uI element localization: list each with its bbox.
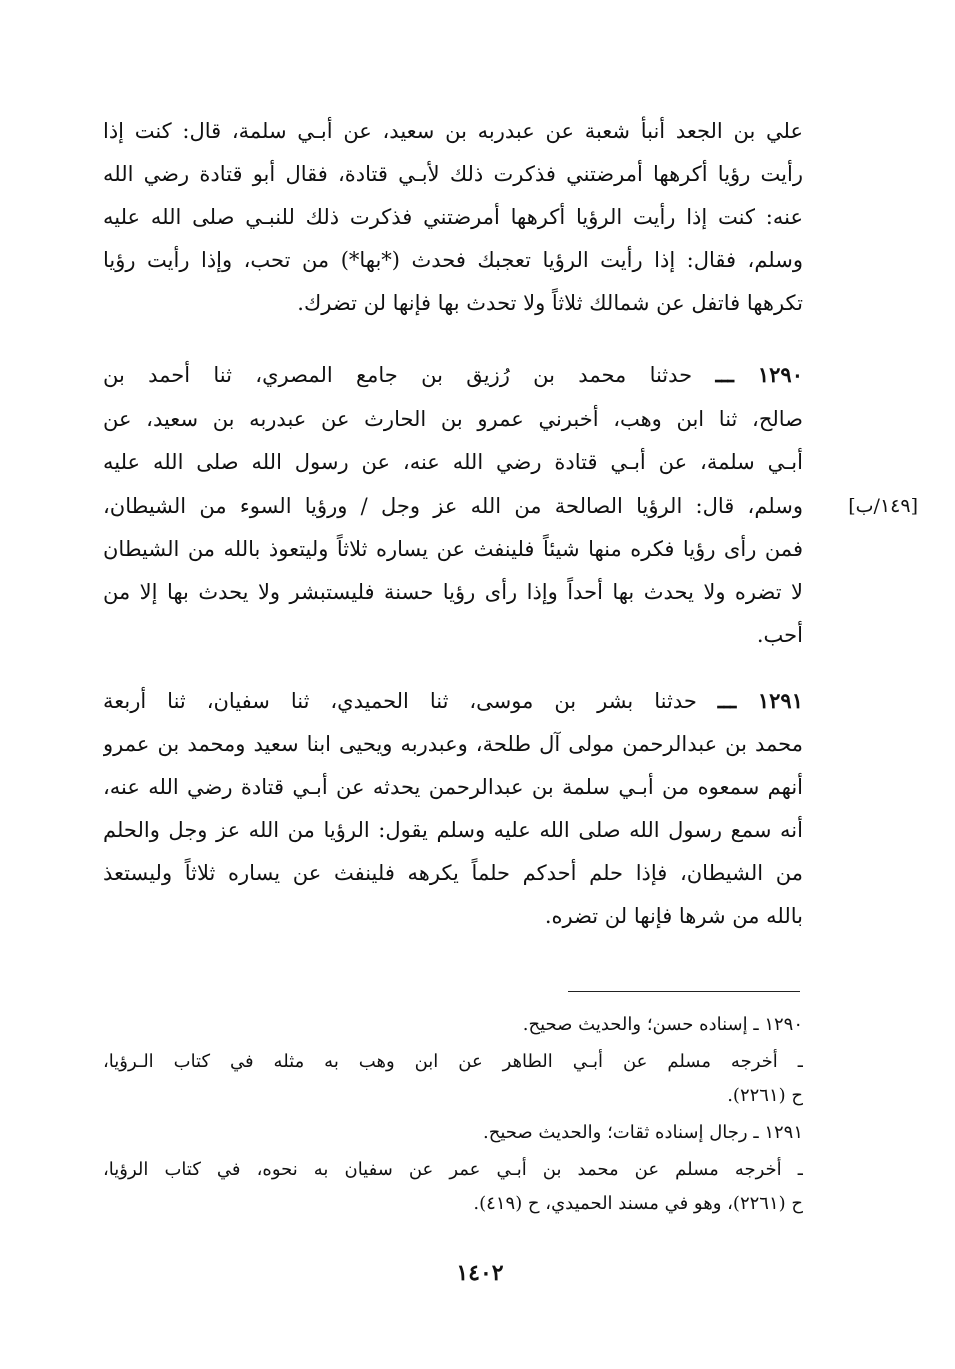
hadith-1290-first-line: [103, 360, 803, 390]
footnote-line: ١٢٩١ ـ رجال إسناده ثقات؛ والحديث صحيح.: [483, 1122, 803, 1143]
hadith-1290-line: فمن رأى رؤيا فكره منها شيئاً فلينفث عن يساره ثلاثاً وليتعوذ بالله من الشيطان: [103, 537, 803, 561]
hadith-1290-line: لا تضره ولا يحدث بها أحداً وإذا رأى رؤيا حسنة فليستبشر ولا يحدث بها إلا من: [103, 580, 803, 604]
footnote-line: ١٢٩٠ ـ إسناده حسن؛ والحديث صحيح.: [522, 1014, 803, 1035]
hadith-1291-number: ١٢٩١ ـــ: [717, 688, 803, 713]
paragraph-1-line: وسلم، فقال: إذا رأيت الرؤيا تعجبك فحدث (*بها*) من تحب، وإذا رأيت رؤيا: [103, 248, 803, 272]
hadith-1290-number: ١٢٩٠ ـــ: [715, 362, 803, 387]
paragraph-1-line: علي بن الجعد أنبأ شعبة عن عبدربه بن سعيد، عن أبـي سلمة، قال: كنت إذا: [103, 119, 803, 143]
hadith-1290-line: صالح، ثنا ابن وهب، أخبرني عمرو بن الحارث عن عبدربه بن سعيد، عن: [103, 407, 803, 431]
hadith-1291-line: من الشيطان، فإذا حلم أحدكم حلماً يكرهه فلينفث عن يساره ثلاثاً وليستعذ: [103, 861, 803, 885]
hadith-1290-opening: حدثنا محمد بن رُزيق بن جامع المصري، ثنا أحمد بن: [103, 363, 693, 387]
footnote-line: ـ أخرجه مسلم عن أبـي الطاهر عن ابن وهب به مثله في كتاب الـرؤيا،: [103, 1051, 803, 1072]
hadith-1291-opening: حدثنا بشر بن موسى، ثنا الحميدي، ثنا سفيان، ثنا أربعة: [103, 689, 697, 713]
hadith-1291-line: أنه سمع رسول الله صلى الله عليه وسلم يقول: الرؤيا من الله عز وجل والحلم: [103, 818, 803, 842]
footnote-line: ح (٢٢٦١).: [727, 1085, 803, 1106]
hadith-1291-line: محمد بن عبدالرحمن مولى آل طلحة، وعبدربه ويحيى ابنا سعيد ومحمد بن عمرو: [103, 732, 803, 756]
hadith-1291-line: أنهم سمعوه من أبـي سلمة بن عبدالرحمن يحدثه عن أبـي قتادة رضي الله عنه،: [103, 775, 803, 799]
hadith-1290-line: أبـي سلمة، عن أبـي قتادة رضي الله عنه، عن رسول الله صلى الله عليه: [103, 450, 803, 474]
paragraph-1-line: عنه: كنت إذا رأيت الرؤيا أكرهها أمرضتني فذكرت ذلك للنبـي صلى الله عليه: [103, 205, 803, 229]
footnote-line: ح (٢٢٦١)، وهو في مسند الحميدي، ح (٤١٩).: [473, 1193, 803, 1214]
page-number: ١٤٠٢: [456, 1260, 504, 1286]
hadith-1291-line: بالله من شرها فإنها لن تضره.: [544, 904, 803, 928]
hadith-1291-first-line: [103, 686, 803, 716]
footnote-line: ـ أخرجه مسلم عن محمد بن أبـي عمر عن سفيان به نحوه، في كتاب الرؤيا،: [103, 1159, 803, 1180]
paragraph-1-line: رأيت رؤيا أكرهها أمرضتني فذكرت ذلك لأبـي قتادة، فقال أبو قتادة رضي الله: [103, 162, 803, 186]
hadith-1290-line: أحب.: [756, 623, 803, 647]
hadith-1290-line: وسلم، قال: الرؤيا الصالحة من الله عز وجل / ورؤيا السوء من الشيطان،: [103, 494, 803, 518]
footnote-separator: [568, 991, 800, 992]
paragraph-1-line: تكرهها فاتفل عن شمالك ثلاثاً ولا تحدث بها فإنها لن تضرك.: [297, 291, 803, 315]
manuscript-folio-reference: [١٤٩/ب]: [848, 495, 918, 517]
